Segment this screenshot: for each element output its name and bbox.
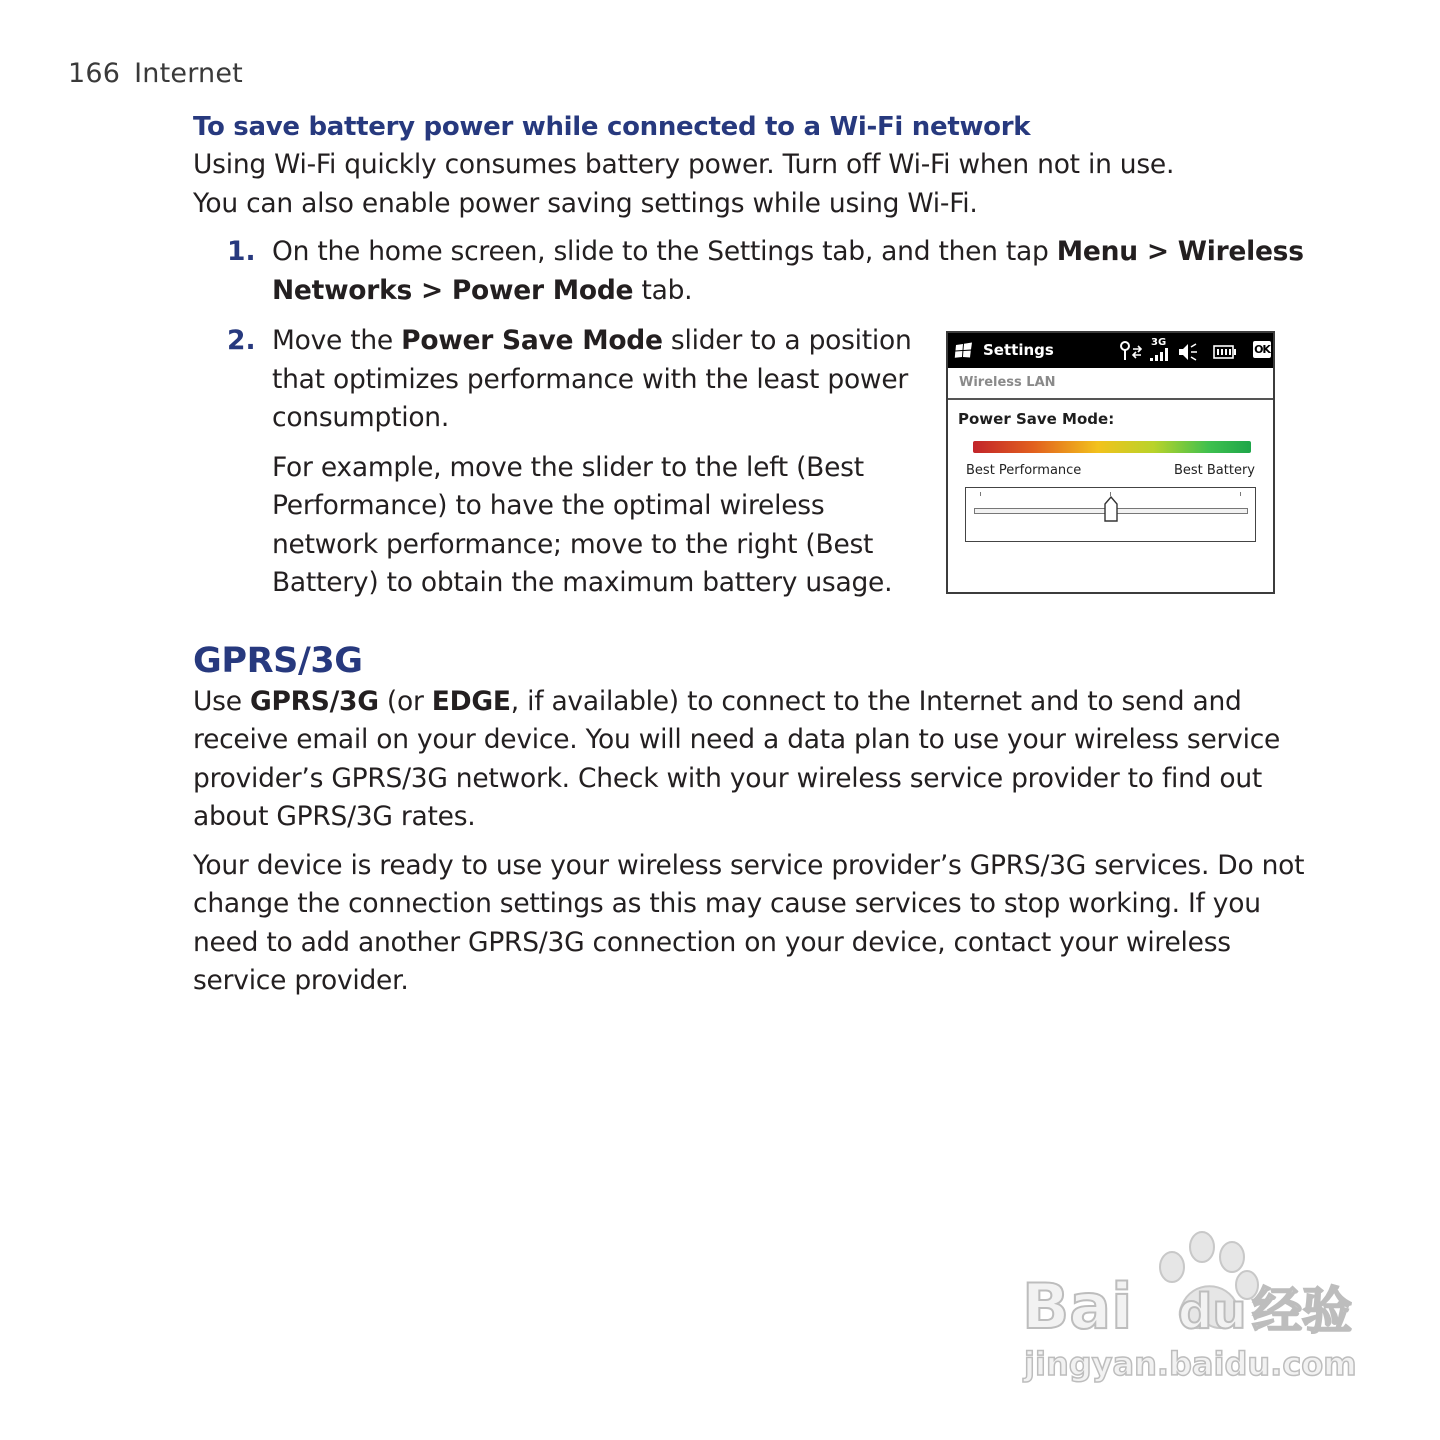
svg-text:du: du bbox=[1178, 1284, 1247, 1340]
gprs-paragraph-2: Your device is ready to use your wireless service provider’s GPRS/3G services. Do not change the connection settings as this may cause services to stop working. If you need to add another GPRS/3G connection on your device, contact your wireless service provider. bbox=[193, 849, 1305, 996]
power-save-slider[interactable] bbox=[965, 487, 1256, 542]
wifi-heading: To save battery power while connected to a Wi-Fi network bbox=[193, 112, 1031, 142]
section-name: Internet bbox=[134, 58, 243, 89]
best-performance-label: Best Performance bbox=[966, 463, 1082, 478]
step-2 bbox=[193, 322, 912, 603]
signal-3g-icon[interactable] bbox=[1149, 348, 1171, 361]
gprs-p1-bold-gprs: GPRS/3G bbox=[249, 685, 379, 717]
step-1-number: 1. bbox=[227, 236, 256, 267]
step-1-text-a: On the home screen, slide to the Settings tab, and then tap bbox=[272, 236, 1057, 267]
wifi-intro bbox=[193, 146, 1313, 223]
step-2-text-b: slider to a position that optimizes performance with the least power consumption. bbox=[272, 325, 912, 433]
gprs-title: GPRS/3G bbox=[193, 640, 363, 681]
device-screenshot bbox=[946, 331, 1275, 594]
baidu-watermark-logo bbox=[1022, 1225, 1362, 1385]
slider-tick-left bbox=[980, 492, 981, 496]
gprs-p1-d: , if available) to connect to the Internet and to send and receive email on your device. You will need a data plan to use your wireless service provider’s GPRS/3G network. Check with your wireless service provider to find out about GPRS/3G rates. bbox=[193, 685, 1281, 832]
power-gradient-bar bbox=[973, 441, 1251, 453]
status-icons bbox=[1119, 338, 1269, 363]
step-2-text-a: Move the bbox=[272, 325, 402, 356]
step-1-text-b: tab. bbox=[633, 274, 693, 306]
svg-text:Bai: Bai bbox=[1022, 1270, 1133, 1343]
step-2-example: For example, move the slider to the left (Best Performance) to have the optimal wireless network performance; move to the right (Best Battery) to obtain the maximum battery usage. bbox=[272, 451, 893, 598]
step-2-text bbox=[272, 322, 912, 438]
step-2-setting-name: Power Save Mode bbox=[401, 325, 663, 356]
connectivity-icon[interactable] bbox=[1119, 340, 1145, 362]
wifi-intro-line-2: You can also enable power saving settings while using Wi-Fi. bbox=[193, 187, 978, 219]
ok-button[interactable]: OK bbox=[1254, 343, 1270, 356]
device-title: Settings bbox=[983, 341, 1054, 359]
step-1-text bbox=[272, 233, 1313, 310]
gprs-p1-c: (or bbox=[378, 685, 432, 717]
volume-icon[interactable] bbox=[1177, 342, 1199, 362]
power-save-mode-label: Power Save Mode: bbox=[958, 410, 1115, 428]
slider-thumb[interactable] bbox=[1104, 496, 1118, 522]
device-title-bar bbox=[948, 333, 1273, 368]
page-header bbox=[68, 58, 243, 89]
network-type-label: 3G bbox=[1151, 337, 1167, 348]
header-divider bbox=[948, 398, 1273, 400]
best-battery-label: Best Battery bbox=[1173, 463, 1255, 478]
gprs-paragraph-1 bbox=[193, 683, 1313, 837]
step-1-menu-path: Menu > Wireless Networks > Power Mode bbox=[272, 236, 1304, 306]
windows-start-icon[interactable] bbox=[954, 341, 974, 360]
svg-text:jingyan.baidu.com: jingyan.baidu.com bbox=[1024, 1345, 1357, 1383]
wifi-intro-line-1: Using Wi-Fi quickly consumes battery power. Turn off Wi-Fi when not in use. bbox=[193, 149, 1175, 180]
battery-icon[interactable] bbox=[1213, 345, 1237, 359]
page-number: 166 bbox=[68, 58, 121, 89]
wireless-lan-tab-label: Wireless LAN bbox=[959, 375, 1056, 390]
svg-text:经验: 经验 bbox=[1252, 1282, 1352, 1340]
gprs-p1-a: Use bbox=[193, 685, 250, 717]
slider-tick-right bbox=[1240, 492, 1241, 496]
gprs-p1-bold-edge: EDGE bbox=[431, 685, 511, 717]
step-2-number: 2. bbox=[227, 325, 256, 356]
step-1 bbox=[193, 233, 1313, 310]
